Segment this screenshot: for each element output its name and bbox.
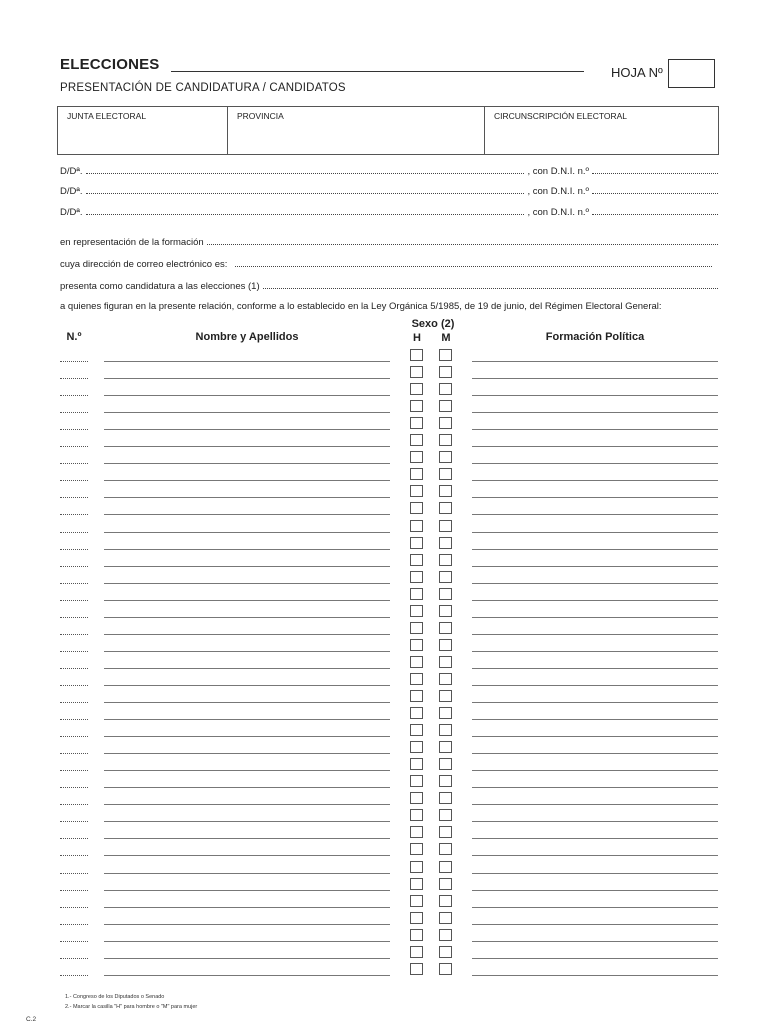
- candidate-number-field[interactable]: [60, 719, 88, 720]
- candidate-party-field[interactable]: [472, 566, 718, 567]
- candidate-name-field[interactable]: [104, 770, 390, 771]
- candidate-name-field[interactable]: [104, 855, 390, 856]
- title-underline: [171, 71, 584, 72]
- column-header-party: Formación Política: [545, 331, 645, 343]
- sex-m-checkbox[interactable]: [439, 929, 452, 941]
- candidate-name-field[interactable]: [104, 702, 390, 703]
- candidate-name-field[interactable]: [104, 838, 390, 839]
- sex-h-checkbox[interactable]: [410, 485, 423, 497]
- formation-field[interactable]: [207, 236, 718, 245]
- candidate-name-field[interactable]: [104, 378, 390, 379]
- candidate-number-field[interactable]: [60, 446, 88, 447]
- candidate-party-field[interactable]: [472, 702, 718, 703]
- sex-h-checkbox[interactable]: [410, 724, 423, 736]
- candidate-party-field[interactable]: [472, 890, 718, 891]
- candidate-number-field[interactable]: [60, 532, 88, 533]
- candidate-number-field[interactable]: [60, 702, 88, 703]
- candidate-name-field[interactable]: [104, 429, 390, 430]
- sheet-number-label: HOJA Nº: [611, 65, 663, 80]
- candidate-name-field[interactable]: [104, 651, 390, 652]
- sex-m-checkbox[interactable]: [439, 809, 452, 821]
- candidate-number-field[interactable]: [60, 958, 88, 959]
- candidate-party-field[interactable]: [472, 736, 718, 737]
- sex-h-checkbox[interactable]: [410, 878, 423, 890]
- sex-h-checkbox[interactable]: [410, 929, 423, 941]
- sex-h-checkbox[interactable]: [410, 843, 423, 855]
- junta-electoral-field[interactable]: [58, 107, 228, 154]
- sex-m-checkbox[interactable]: [439, 383, 452, 395]
- candidate-name-field[interactable]: [104, 804, 390, 805]
- sex-m-checkbox[interactable]: [439, 417, 452, 429]
- sex-m-checkbox[interactable]: [439, 895, 452, 907]
- sex-m-checkbox[interactable]: [439, 741, 452, 753]
- candidate-number-field[interactable]: [60, 634, 88, 635]
- dni-label: , con D.N.I. n.º: [527, 207, 589, 218]
- sex-h-checkbox[interactable]: [410, 554, 423, 566]
- candidate-name-field[interactable]: [104, 361, 390, 362]
- sex-h-checkbox[interactable]: [410, 775, 423, 787]
- email-line[interactable]: [60, 258, 712, 270]
- candidate-party-field[interactable]: [472, 855, 718, 856]
- dni-label: , con D.N.I. n.º: [527, 186, 589, 197]
- sex-m-checkbox[interactable]: [439, 690, 452, 702]
- dni-field[interactable]: [592, 165, 718, 174]
- legal-statement: a quienes figuran en la presente relación, conforme a lo establecido en la Ley Orgánica 5/1985, de 19 de junio, del Régimen Electoral General:: [60, 301, 662, 312]
- sex-h-checkbox[interactable]: [410, 741, 423, 753]
- candidate-number-field[interactable]: [60, 361, 88, 362]
- dni-label: , con D.N.I. n.º: [527, 166, 589, 177]
- sex-h-checkbox[interactable]: [410, 963, 423, 975]
- candidate-name-field[interactable]: [104, 583, 390, 584]
- candidate-number-field[interactable]: [60, 395, 88, 396]
- sex-m-checkbox[interactable]: [439, 826, 452, 838]
- candidate-number-field[interactable]: [60, 821, 88, 822]
- candidate-party-field[interactable]: [472, 532, 718, 533]
- candidate-party-field[interactable]: [472, 753, 718, 754]
- junta-electoral-label: JUNTA ELECTORAL: [67, 111, 147, 121]
- sex-m-checkbox[interactable]: [439, 946, 452, 958]
- sex-h-checkbox[interactable]: [410, 571, 423, 583]
- candidate-party-field[interactable]: [472, 685, 718, 686]
- candidate-number-field[interactable]: [60, 617, 88, 618]
- candidate-number-field[interactable]: [60, 787, 88, 788]
- candidate-number-field[interactable]: [60, 566, 88, 567]
- sex-m-checkbox[interactable]: [439, 792, 452, 804]
- candidate-number-field[interactable]: [60, 480, 88, 481]
- sex-m-checkbox[interactable]: [439, 588, 452, 600]
- candidate-party-field[interactable]: [472, 497, 718, 498]
- candidate-party-field[interactable]: [472, 804, 718, 805]
- sex-m-checkbox[interactable]: [439, 707, 452, 719]
- candidate-number-field[interactable]: [60, 514, 88, 515]
- candidate-number-field[interactable]: [60, 583, 88, 584]
- column-header-number: N.º: [66, 331, 82, 343]
- candidate-party-field[interactable]: [472, 446, 718, 447]
- candidate-party-field[interactable]: [472, 941, 718, 942]
- sex-m-checkbox[interactable]: [439, 400, 452, 412]
- representative-name-field[interactable]: [86, 206, 525, 215]
- candidate-name-field[interactable]: [104, 873, 390, 874]
- column-header-sex: Sexo (2): [411, 318, 455, 330]
- candidate-number-field[interactable]: [60, 736, 88, 737]
- representative-prefix: D/Dª.: [60, 166, 83, 177]
- sex-m-checkbox[interactable]: [439, 963, 452, 975]
- candidate-name-field[interactable]: [104, 787, 390, 788]
- sex-h-checkbox[interactable]: [410, 809, 423, 821]
- candidate-party-field[interactable]: [472, 361, 718, 362]
- candidate-number-field[interactable]: [60, 753, 88, 754]
- candidate-party-field[interactable]: [472, 873, 718, 874]
- candidate-number-field[interactable]: [60, 890, 88, 891]
- candidate-name-field[interactable]: [104, 941, 390, 942]
- sex-m-checkbox[interactable]: [439, 622, 452, 634]
- candidate-party-field[interactable]: [472, 480, 718, 481]
- candidate-party-field[interactable]: [472, 975, 718, 976]
- column-header-name: Nombre y Apellidos: [195, 331, 299, 343]
- formation-label: en representación de la formación: [60, 237, 204, 248]
- candidate-party-field[interactable]: [472, 463, 718, 464]
- sex-h-checkbox[interactable]: [410, 707, 423, 719]
- sex-h-checkbox[interactable]: [410, 605, 423, 617]
- candidate-name-field[interactable]: [104, 753, 390, 754]
- sex-h-checkbox[interactable]: [410, 417, 423, 429]
- sheet-number-field[interactable]: [668, 59, 715, 88]
- candidate-number-field[interactable]: [60, 378, 88, 379]
- candidate-number-field[interactable]: [60, 770, 88, 771]
- footnote-1: 1.- Congreso de los Diputados o Senado: [65, 994, 165, 1000]
- candidate-party-field[interactable]: [472, 958, 718, 959]
- sex-m-checkbox[interactable]: [439, 571, 452, 583]
- candidate-number-field[interactable]: [60, 804, 88, 805]
- candidate-party-field[interactable]: [472, 787, 718, 788]
- sex-m-checkbox[interactable]: [439, 520, 452, 532]
- formation-line[interactable]: [60, 236, 718, 248]
- candidate-number-field[interactable]: [60, 497, 88, 498]
- sex-h-checkbox[interactable]: [410, 520, 423, 532]
- candidate-name-field[interactable]: [104, 549, 390, 550]
- candidate-name-field[interactable]: [104, 514, 390, 515]
- candidate-name-field[interactable]: [104, 600, 390, 601]
- sex-m-checkbox[interactable]: [439, 861, 452, 873]
- sex-h-checkbox[interactable]: [410, 758, 423, 770]
- sex-h-checkbox[interactable]: [410, 690, 423, 702]
- sex-h-checkbox[interactable]: [410, 502, 423, 514]
- sex-h-checkbox[interactable]: [410, 349, 423, 361]
- candidate-name-field[interactable]: [104, 975, 390, 976]
- sex-h-checkbox[interactable]: [410, 861, 423, 873]
- candidate-party-field[interactable]: [472, 378, 718, 379]
- sex-h-checkbox[interactable]: [410, 468, 423, 480]
- candidate-name-field[interactable]: [104, 907, 390, 908]
- candidate-party-field[interactable]: [472, 429, 718, 430]
- sex-h-checkbox[interactable]: [410, 434, 423, 446]
- sex-m-checkbox[interactable]: [439, 485, 452, 497]
- footnote-2: 2.- Marcar la casilla "H" para hombre o "M" para mujer: [65, 1004, 198, 1010]
- candidate-number-field[interactable]: [60, 685, 88, 686]
- representative-line-3[interactable]: [60, 206, 718, 218]
- candidate-party-field[interactable]: [472, 770, 718, 771]
- sex-m-checkbox[interactable]: [439, 878, 452, 890]
- representative-line-2[interactable]: [60, 185, 718, 197]
- provincia-label: PROVINCIA: [237, 111, 284, 121]
- sex-m-checkbox[interactable]: [439, 639, 452, 651]
- sex-h-checkbox[interactable]: [410, 673, 423, 685]
- candidate-party-field[interactable]: [472, 924, 718, 925]
- candidate-name-field[interactable]: [104, 395, 390, 396]
- candidate-number-field[interactable]: [60, 855, 88, 856]
- email-field[interactable]: [235, 258, 712, 267]
- candidate-name-field[interactable]: [104, 566, 390, 567]
- candidate-name-field[interactable]: [104, 719, 390, 720]
- candidate-name-field[interactable]: [104, 634, 390, 635]
- candidate-number-field[interactable]: [60, 838, 88, 839]
- candidate-number-field[interactable]: [60, 924, 88, 925]
- candidate-party-field[interactable]: [472, 514, 718, 515]
- sex-h-checkbox[interactable]: [410, 946, 423, 958]
- candidate-party-field[interactable]: [472, 907, 718, 908]
- candidate-party-field[interactable]: [472, 821, 718, 822]
- candidate-name-field[interactable]: [104, 924, 390, 925]
- sex-m-checkbox[interactable]: [439, 349, 452, 361]
- column-header-m: M: [441, 332, 451, 344]
- candidate-party-field[interactable]: [472, 838, 718, 839]
- sex-h-checkbox[interactable]: [410, 912, 423, 924]
- candidate-party-field[interactable]: [472, 634, 718, 635]
- candidate-party-field[interactable]: [472, 412, 718, 413]
- sex-h-checkbox[interactable]: [410, 366, 423, 378]
- candidate-party-field[interactable]: [472, 549, 718, 550]
- dni-field[interactable]: [592, 185, 718, 194]
- sex-h-checkbox[interactable]: [410, 826, 423, 838]
- candidate-name-field[interactable]: [104, 463, 390, 464]
- candidacy-line[interactable]: [60, 280, 718, 292]
- candidate-number-field[interactable]: [60, 651, 88, 652]
- candidate-number-field[interactable]: [60, 975, 88, 976]
- candidate-name-field[interactable]: [104, 958, 390, 959]
- sex-h-checkbox[interactable]: [410, 400, 423, 412]
- representative-prefix: D/Dª.: [60, 207, 83, 218]
- candidate-name-field[interactable]: [104, 446, 390, 447]
- candidate-number-field[interactable]: [60, 549, 88, 550]
- sex-m-checkbox[interactable]: [439, 366, 452, 378]
- representative-name-field[interactable]: [86, 165, 525, 174]
- circunscripcion-label: CIRCUNSCRIPCIÓN ELECTORAL: [494, 111, 628, 121]
- candidate-name-field[interactable]: [104, 497, 390, 498]
- sex-m-checkbox[interactable]: [439, 656, 452, 668]
- dni-field[interactable]: [592, 206, 718, 215]
- circunscripcion-field[interactable]: [485, 107, 718, 154]
- sex-m-checkbox[interactable]: [439, 451, 452, 463]
- candidate-number-field[interactable]: [60, 429, 88, 430]
- candidate-number-field[interactable]: [60, 412, 88, 413]
- candidate-number-field[interactable]: [60, 907, 88, 908]
- sex-m-checkbox[interactable]: [439, 554, 452, 566]
- sex-m-checkbox[interactable]: [439, 434, 452, 446]
- sex-m-checkbox[interactable]: [439, 502, 452, 514]
- form-code: C.2: [26, 1016, 37, 1023]
- candidate-party-field[interactable]: [472, 395, 718, 396]
- sex-h-checkbox[interactable]: [410, 895, 423, 907]
- sex-m-checkbox[interactable]: [439, 537, 452, 549]
- candidate-number-field[interactable]: [60, 668, 88, 669]
- candidacy-label: presenta como candidatura a las elecciones (1): [60, 281, 260, 292]
- form-subtitle: PRESENTACIÓN DE CANDIDATURA / CANDIDATOS: [60, 82, 346, 94]
- candidate-name-field[interactable]: [104, 480, 390, 481]
- candidate-name-field[interactable]: [104, 532, 390, 533]
- provincia-field[interactable]: [228, 107, 485, 154]
- email-label: cuya dirección de correo electrónico es:: [60, 259, 228, 270]
- sex-m-checkbox[interactable]: [439, 843, 452, 855]
- candidate-party-field[interactable]: [472, 583, 718, 584]
- candidate-number-field[interactable]: [60, 941, 88, 942]
- sex-m-checkbox[interactable]: [439, 912, 452, 924]
- candidate-party-field[interactable]: [472, 600, 718, 601]
- sex-h-checkbox[interactable]: [410, 588, 423, 600]
- representative-name-field[interactable]: [86, 185, 525, 194]
- sex-m-checkbox[interactable]: [439, 673, 452, 685]
- candidate-number-field[interactable]: [60, 600, 88, 601]
- candidate-party-field[interactable]: [472, 719, 718, 720]
- representative-line-1[interactable]: [60, 165, 718, 177]
- sex-m-checkbox[interactable]: [439, 468, 452, 480]
- candidate-number-field[interactable]: [60, 463, 88, 464]
- candidate-name-field[interactable]: [104, 890, 390, 891]
- sex-m-checkbox[interactable]: [439, 724, 452, 736]
- sex-m-checkbox[interactable]: [439, 605, 452, 617]
- candidate-name-field[interactable]: [104, 412, 390, 413]
- sex-m-checkbox[interactable]: [439, 758, 452, 770]
- sex-h-checkbox[interactable]: [410, 537, 423, 549]
- candidate-name-field[interactable]: [104, 617, 390, 618]
- sex-m-checkbox[interactable]: [439, 775, 452, 787]
- candidate-name-field[interactable]: [104, 736, 390, 737]
- sex-h-checkbox[interactable]: [410, 622, 423, 634]
- sex-h-checkbox[interactable]: [410, 639, 423, 651]
- candidate-party-field[interactable]: [472, 617, 718, 618]
- representative-prefix: D/Dª.: [60, 186, 83, 197]
- form-title: ELECCIONES: [60, 56, 160, 73]
- sex-h-checkbox[interactable]: [410, 451, 423, 463]
- candidacy-field[interactable]: [263, 280, 718, 289]
- column-header-h: H: [413, 332, 421, 344]
- candidate-name-field[interactable]: [104, 821, 390, 822]
- candidate-party-field[interactable]: [472, 651, 718, 652]
- sex-h-checkbox[interactable]: [410, 792, 423, 804]
- candidate-name-field[interactable]: [104, 668, 390, 669]
- electoral-info-table: [57, 106, 719, 155]
- sex-h-checkbox[interactable]: [410, 656, 423, 668]
- candidate-number-field[interactable]: [60, 873, 88, 874]
- candidate-name-field[interactable]: [104, 685, 390, 686]
- candidate-party-field[interactable]: [472, 668, 718, 669]
- sex-h-checkbox[interactable]: [410, 383, 423, 395]
